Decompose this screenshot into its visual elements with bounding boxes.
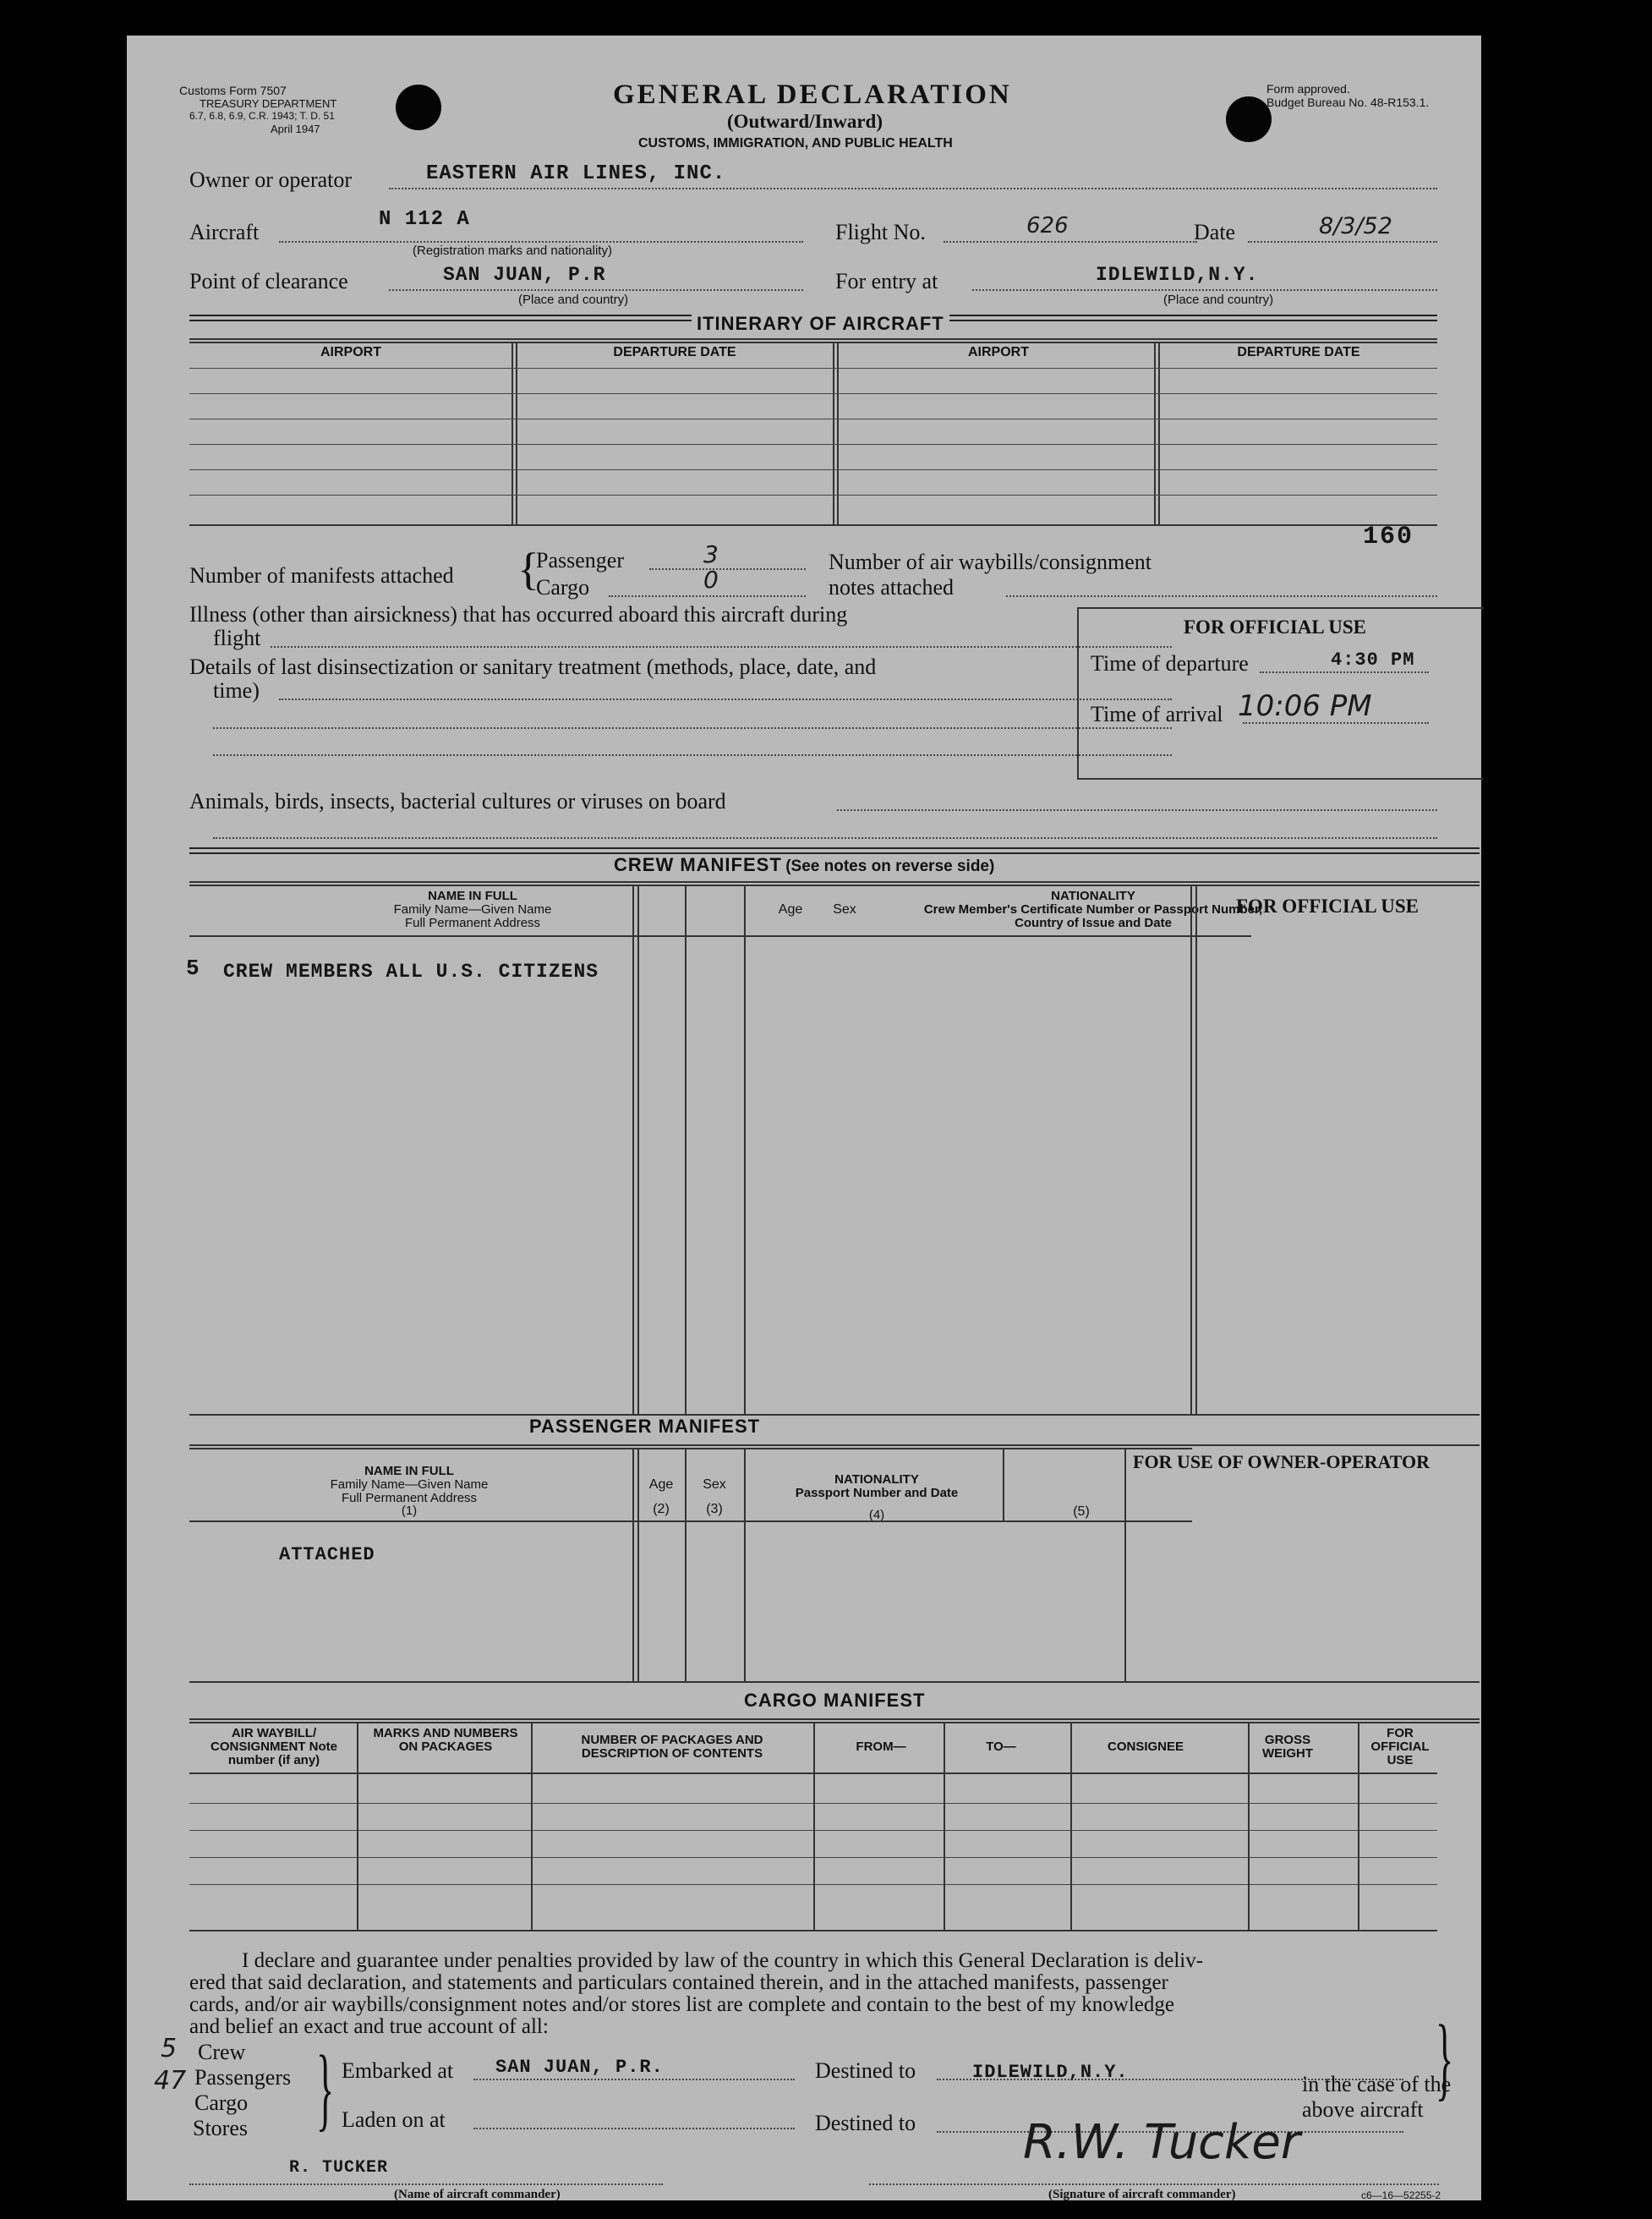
crew-manifest-title: [614, 856, 994, 874]
passenger-count-value: 3: [703, 540, 719, 568]
passenger-entry-text: ATTACHED: [279, 1544, 375, 1565]
itinerary-col-airport-1: AIRPORT: [320, 345, 381, 359]
cargo-col-from: FROM—: [856, 1740, 906, 1754]
entry-hint: (Place and country): [1163, 293, 1274, 307]
pax-col-nat-2: Passport Number and Date: [795, 1485, 959, 1500]
itinerary-title: ITINERARY OF AIRCRAFT: [692, 315, 949, 333]
cargo-label: Cargo: [194, 2090, 249, 2115]
aircraft-hint: (Registration marks and nationality): [413, 244, 612, 258]
cargo-col-marks: MARKS AND NUMBERS ON PACKAGES: [373, 1726, 518, 1754]
pax-col-name-num: (1): [401, 1504, 418, 1519]
departure-time-value: 4:30 PM: [1331, 649, 1415, 671]
cargo-count-value: 0: [703, 566, 719, 594]
illness-label-2: flight: [213, 626, 261, 650]
form-agencies: CUSTOMS, IMMIGRATION, AND PUBLIC HEALTH: [638, 136, 953, 151]
crew-col-name-2: Family Name—Given Name: [393, 901, 552, 917]
declaration-line-2: ered that said declaration, and statements and particulars contained therein, and in the attached manifests, passenger: [189, 1971, 1168, 1994]
destined-label-1: Destined to: [815, 2058, 916, 2083]
destined-label-2: Destined to: [815, 2111, 916, 2135]
owner-operator-use: FOR USE OF OWNER-OPERATOR: [1133, 1451, 1430, 1472]
crew-official-use: FOR OFFICIAL USE: [1236, 896, 1419, 917]
disinsect-label-2: time): [213, 678, 260, 703]
pax-col-age: [639, 1478, 683, 1517]
pax-col-name-2: Family Name—Given Name: [330, 1477, 489, 1492]
pax-col-sex-num: (3): [706, 1501, 723, 1516]
itinerary-col-date-1: DEPARTURE DATE: [613, 345, 736, 359]
arrival-time-value: 10:06 PM: [1238, 689, 1372, 723]
owner-value: EASTERN AIR LINES, INC.: [426, 162, 726, 185]
pax-col-nat-1: NATIONALITY: [834, 1472, 919, 1487]
cargo-col-to: TO—: [986, 1740, 1016, 1754]
manifests-brace: {: [517, 544, 539, 594]
itinerary-col-date-2: DEPARTURE DATE: [1237, 345, 1360, 359]
pax-col-name-3: Full Permanent Address: [341, 1490, 478, 1505]
pax-col-name: [189, 1465, 629, 1518]
stores-label: Stores: [193, 2116, 248, 2140]
cargo-count-label: Cargo: [536, 575, 590, 600]
passenger-count-label: Passenger: [536, 548, 624, 573]
passenger-count-handwritten: 47: [154, 2066, 187, 2096]
crew-label: Crew: [198, 2040, 246, 2064]
aircraft-label: Aircraft: [189, 220, 260, 244]
crew-col-nat-3: Country of Issue and Date: [1015, 915, 1172, 930]
pax-col-sex: [688, 1478, 741, 1517]
punch-hole: [1226, 96, 1272, 142]
date-label: Date: [1194, 220, 1236, 244]
stamp-number: 160: [1363, 523, 1414, 551]
form-direction: (Outward/Inward): [727, 111, 883, 132]
date-value: 8/3/52: [1319, 213, 1392, 239]
clearance-value: SAN JUAN, P.R: [443, 264, 606, 286]
case-label-2: above aircraft: [1302, 2097, 1424, 2122]
owner-label: Owner or operator: [189, 167, 353, 192]
passengers-label: Passengers: [194, 2065, 292, 2090]
arrival-time-label: Time of arrival: [1091, 702, 1223, 726]
crew-note: (See notes on reverse side): [785, 857, 995, 875]
budget-bureau: Budget Bureau No. 48-R153.1.: [1266, 96, 1430, 109]
print-code: c6—16—52255-2: [1361, 2189, 1441, 2201]
entry-label: For entry at: [835, 269, 938, 293]
aircraft-value: N 112 A: [379, 208, 470, 231]
crew-col-sex: Sex: [833, 902, 856, 917]
form-approved: Form approved.: [1266, 82, 1350, 96]
pax-col-5: (5): [1073, 1504, 1090, 1519]
pax-col-age-num: (2): [653, 1501, 670, 1516]
laden-label: Laden on at: [342, 2107, 446, 2132]
clearance-label: Point of clearance: [189, 269, 348, 293]
commander-name-hint: (Name of aircraft commander): [394, 2188, 561, 2201]
crew-count-handwritten: 5: [161, 2034, 178, 2063]
punch-hole: [396, 85, 441, 130]
declaration-line-1: I declare and guarantee under penalties provided by law of the country in which this General Declaration is deliv-: [242, 1949, 1204, 1972]
cargo-manifest-title: CARGO MANIFEST: [744, 1690, 926, 1711]
pax-col-name-1: NAME IN FULL: [364, 1464, 454, 1478]
commander-name: R. TUCKER: [289, 2158, 389, 2178]
itinerary-col-airport-2: AIRPORT: [968, 345, 1029, 359]
illness-label-1: Illness (other than airsickness) that has occurred aboard this aircraft during: [189, 602, 848, 627]
pax-col-age-label: Age: [648, 1477, 674, 1492]
cargo-col-weight: GROSS WEIGHT: [1262, 1733, 1313, 1761]
cargo-col-packages: NUMBER OF PACKAGES AND DESCRIPTION OF CONTENTS: [581, 1733, 763, 1761]
embarked-label: Embarked at: [342, 2058, 454, 2083]
cargo-col-consignee: CONSIGNEE: [1107, 1740, 1184, 1754]
form-regs: 6.7, 6.8, 6.9, C.R. 1943; T. D. 51: [189, 110, 335, 122]
disinsect-label-1: Details of last disinsectization or sanitary treatment (methods, place, date, and: [189, 655, 877, 679]
crew-col-name-1: NAME IN FULL: [428, 889, 517, 903]
clearance-hint: (Place and country): [518, 293, 629, 307]
passenger-manifest-title: PASSENGER MANIFEST: [529, 1416, 761, 1437]
crew-entry-count: 5: [186, 956, 200, 981]
animals-label: Animals, birds, insects, bacterial cultures or viruses on board: [189, 789, 726, 814]
crew-col-name-3: Full Permanent Address: [404, 915, 541, 930]
cargo-col-official: FOR OFFICIAL USE: [1370, 1726, 1430, 1767]
waybills-label-1: Number of air waybills/consignment: [829, 550, 1151, 574]
embarked-value: SAN JUAN, P.R.: [495, 2057, 664, 2078]
treasury-dept: TREASURY DEPARTMENT: [200, 97, 337, 110]
form-title: GENERAL DECLARATION: [613, 79, 1012, 110]
destined-value: IDLEWILD,N.Y.: [972, 2062, 1129, 2083]
crew-col-age: Age: [778, 902, 803, 917]
declaration-line-3: cards, and/or air waybills/consignment notes and/or stores list are complete and contain to the best of my knowledge: [189, 1993, 1174, 2016]
manifests-label: Number of manifests attached: [189, 563, 454, 588]
departure-time-label: Time of departure: [1091, 651, 1249, 676]
commander-signature: R.W. Tucker: [1023, 2115, 1300, 2170]
crew-col-nat-1: NATIONALITY: [1051, 889, 1135, 903]
crew-entry-text: CREW MEMBERS ALL U.S. CITIZENS: [223, 961, 599, 983]
cargo-col-waybill: AIR WAYBILL/ CONSIGNMENT Note number (if any): [211, 1726, 337, 1767]
pax-col-sex-label: Sex: [703, 1477, 726, 1492]
waybills-label-2: notes attached: [829, 575, 954, 600]
declaration-form: [127, 36, 1481, 2200]
official-use-title: FOR OFFICIAL USE: [1184, 616, 1366, 638]
flight-label: Flight No.: [835, 220, 926, 244]
crew-title: CREW MANIFEST: [614, 854, 782, 875]
entry-value: IDLEWILD,N.Y.: [1096, 264, 1259, 286]
signature-hint: (Signature of aircraft commander): [1048, 2188, 1236, 2201]
crew-col-nat-2: Crew Member's Certificate Number or Passport Number,: [923, 901, 1263, 917]
form-date: April 1947: [271, 123, 320, 135]
crew-col-name: [189, 890, 756, 929]
right-brace: }: [1436, 2006, 1454, 2109]
case-label-1: in the case of the: [1302, 2072, 1452, 2096]
left-brace: }: [316, 2036, 335, 2140]
declaration-line-4: and belief an exact and true account of all:: [189, 2015, 549, 2038]
pax-col-nat-num: (4): [868, 1507, 885, 1522]
form-number: Customs Form 7507: [179, 84, 287, 97]
pax-col-nationality: [747, 1473, 1006, 1521]
flight-value: 626: [1026, 213, 1069, 238]
